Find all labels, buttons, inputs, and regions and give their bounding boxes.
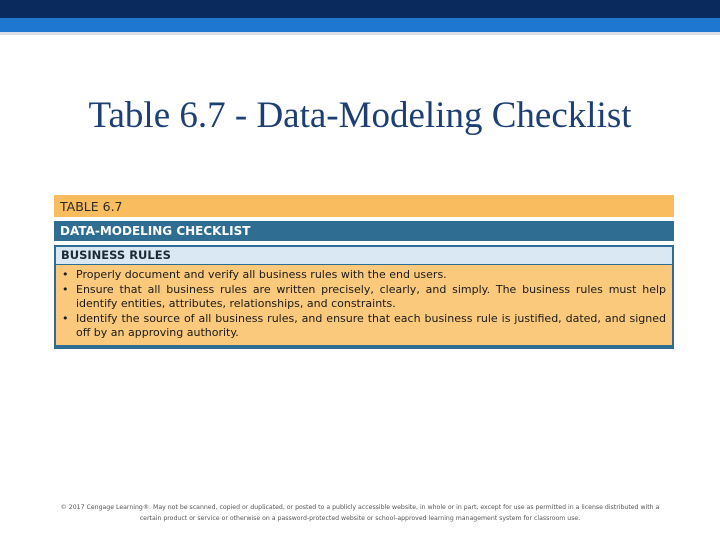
section-header-business-rules: BUSINESS RULES bbox=[54, 245, 674, 264]
checklist-table bbox=[54, 195, 674, 349]
list-item-text: Identify the source of all business rules, and ensure that each business rule is justified, dated, and signed off by an approving authority. bbox=[76, 311, 666, 339]
bullet-icon: • bbox=[62, 311, 69, 325]
header-band-dark bbox=[0, 0, 720, 18]
list-item bbox=[60, 283, 666, 312]
list-item-text: Properly document and verify all business rules with the end users. bbox=[76, 268, 447, 281]
copyright-line-2: certain product or service or otherwise on a password-protected website or school-approved learning management system for classroom use. bbox=[139, 515, 581, 522]
table-number-label: TABLE 6.7 bbox=[54, 195, 674, 217]
copyright-notice bbox=[40, 502, 680, 524]
header-band-accent bbox=[0, 18, 720, 32]
table-title: DATA-MODELING CHECKLIST bbox=[54, 221, 674, 241]
copyright-line-1: © 2017 Cengage Learning®. May not be scanned, copied or duplicated, or posted to a publicly accessible website, in whole or in part, except for use as permitted in a license distributed with a bbox=[60, 504, 660, 511]
list-item bbox=[60, 268, 666, 283]
section-body-business-rules bbox=[54, 264, 674, 349]
bullet-icon: • bbox=[62, 268, 69, 281]
business-rules-list bbox=[60, 268, 666, 341]
bullet-icon: • bbox=[62, 282, 69, 296]
slide-title: Table 6.7 - Data-Modeling Checklist bbox=[88, 95, 632, 136]
list-item bbox=[60, 312, 666, 341]
list-item-text: Ensure that all business rules are written precisely, clearly, and simply. The business rules must help identify entities, attributes, relationships, and constraints. bbox=[76, 282, 666, 310]
header-divider bbox=[0, 32, 720, 35]
